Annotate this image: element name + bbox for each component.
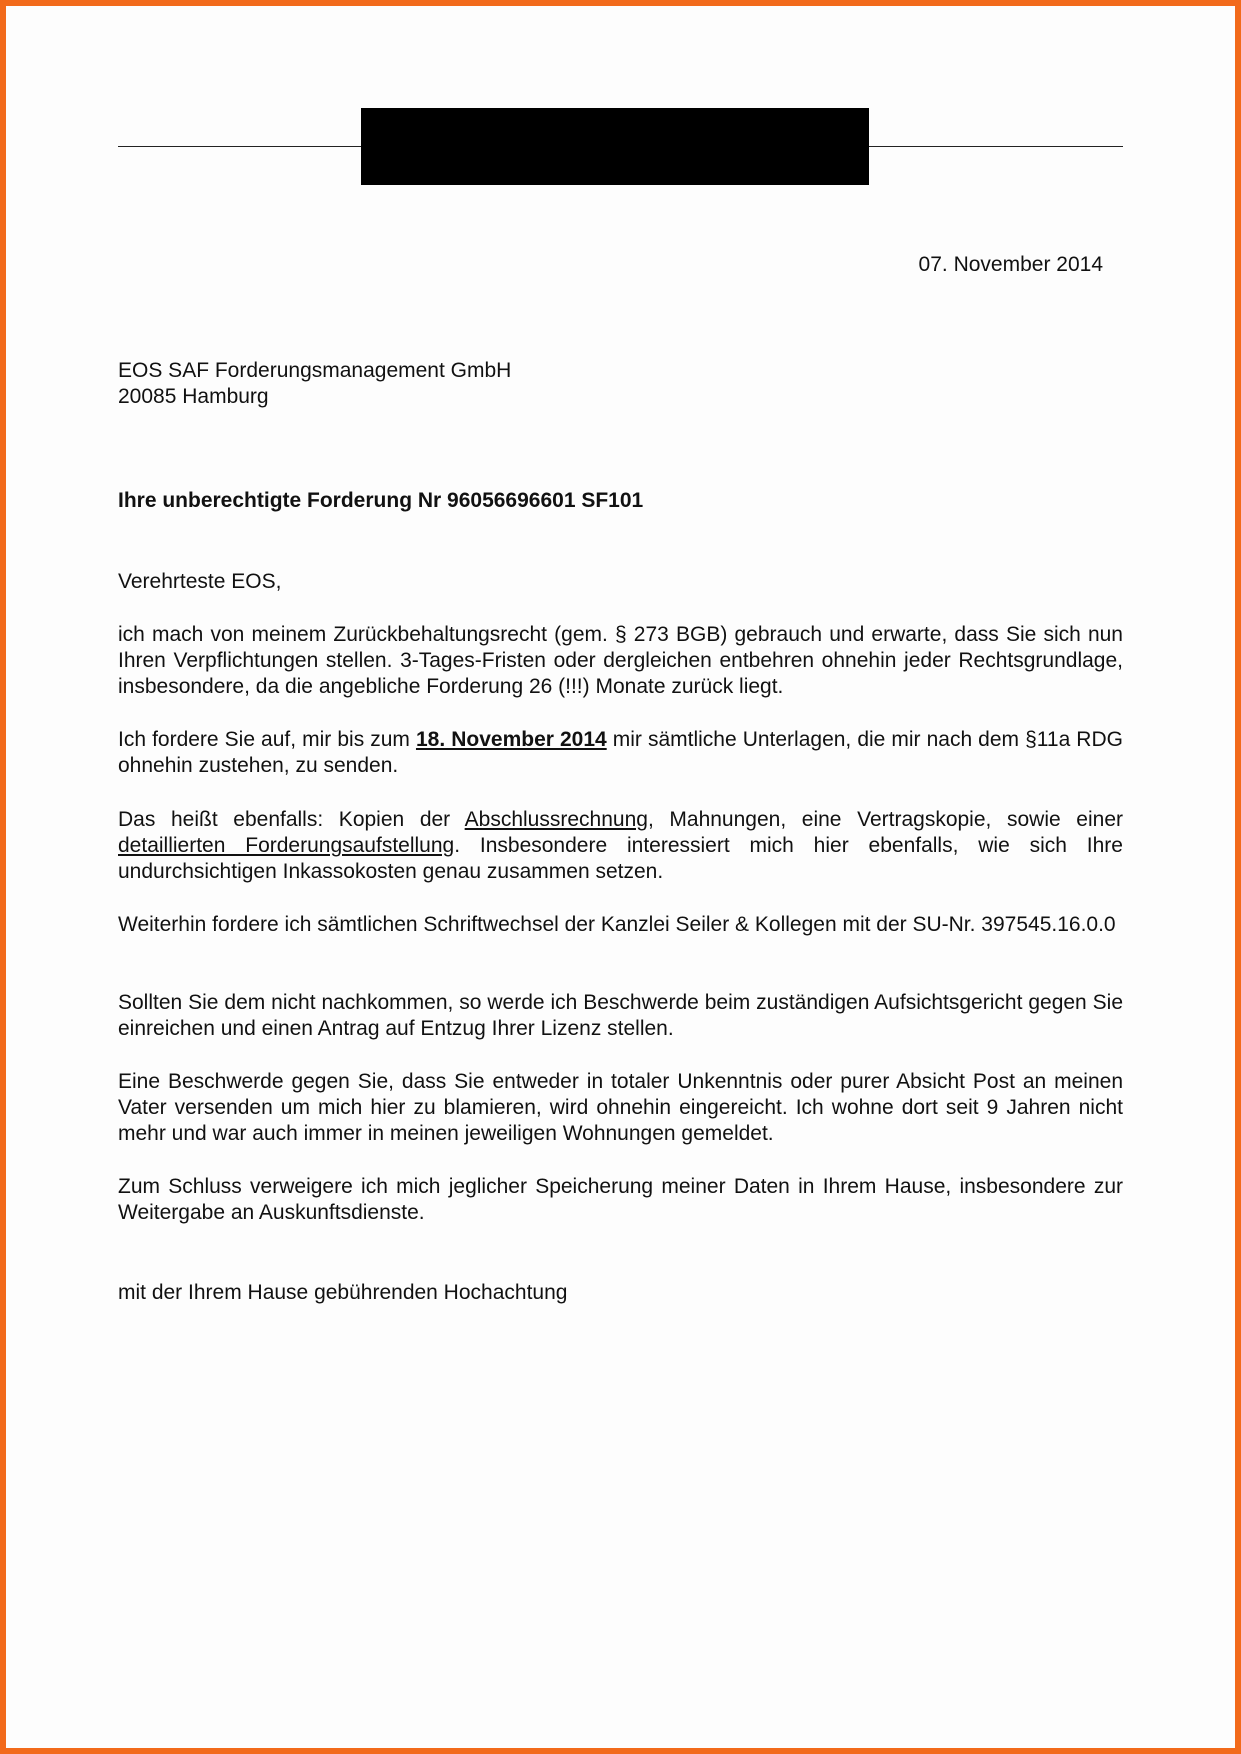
deadline-date: 18. November 2014 (415, 728, 607, 751)
deadline-text-after: mir sämtliche Unterlagen, die mir nach dem §11a RDG ohnehin zustehen, zu senden. (118, 728, 1123, 777)
closing-line: mit der Ihrem Hause gebührenden Hochachtung (118, 1281, 568, 1304)
recipient-name: EOS SAF Forderungsmanagement GmbH (118, 359, 512, 382)
documents-text-after: . Insbesondere interessiert mich hier ebenfalls, wie sich Ihre undurchsichtigen Inkassokosten genau zusammen setzen. (118, 834, 1123, 883)
paragraph-correspondence: Weiterhin fordere ich sämtlichen Schriftwechsel der Kanzlei Seiler & Kollegen mit der SU-Nr. 397545.16.0.0 (118, 913, 1116, 936)
salutation: Verehrteste EOS, (118, 570, 282, 593)
documents-text-middle: , Mahnungen, eine Vertragskopie, sowie einer (647, 808, 1123, 831)
claim-statement-term: detaillierten Forderungsaufstellung (118, 834, 455, 857)
letter-subject: Ihre unberechtigte Forderung Nr 96056696601 SF101 (118, 489, 644, 512)
recipient-address (118, 358, 1123, 410)
paragraph-retention-right: ich mach von meinem Zurückbehaltungsrecht (gem. § 273 BGB) gebrauch und erwarte, dass Sie sich nun Ihren Verpflichtungen stellen. 3-Tages-Fristen oder dergleichen entbehren ohnehin jeder Rechtsgrundlage, insbesondere, da die angebliche Forderung 26 (!!!) Monate zurück liegt. (118, 623, 1123, 698)
deadline-text-before: Ich fordere Sie auf, mir bis zum (118, 728, 416, 751)
paragraph-documents (118, 807, 1123, 885)
paragraph-complaint: Sollten Sie dem nicht nachkommen, so werde ich Beschwerde beim zuständigen Aufsichtsgericht gegen Sie einreichen und einen Antrag auf Entzug Ihrer Lizenz stellen. (118, 991, 1123, 1040)
recipient-city: 20085 Hamburg (118, 385, 269, 408)
letter-date: 07. November 2014 (918, 253, 1103, 276)
redaction-block (361, 108, 869, 185)
paragraph-deadline (118, 727, 1123, 779)
paragraph-data-storage: Zum Schluss verweigere ich mich jeglicher Speicherung meiner Daten in Ihrem Hause, insbesondere zur Weitergabe an Auskunftsdienste. (118, 1175, 1123, 1224)
final-invoice-term: Abschlussrechnung (464, 808, 648, 831)
paragraph-address-complaint: Eine Beschwerde gegen Sie, dass Sie entweder in totaler Unkenntnis oder purer Absicht Post an meinen Vater versenden um mich hier zu blamieren, wird ohnehin eingereicht. Ich wohne dort seit 9 Jahren nicht mehr und war auch immer in meinen jeweiligen Wohnungen gemeldet. (118, 1070, 1123, 1145)
documents-text-before: Das heißt ebenfalls: Kopien der (118, 808, 465, 831)
